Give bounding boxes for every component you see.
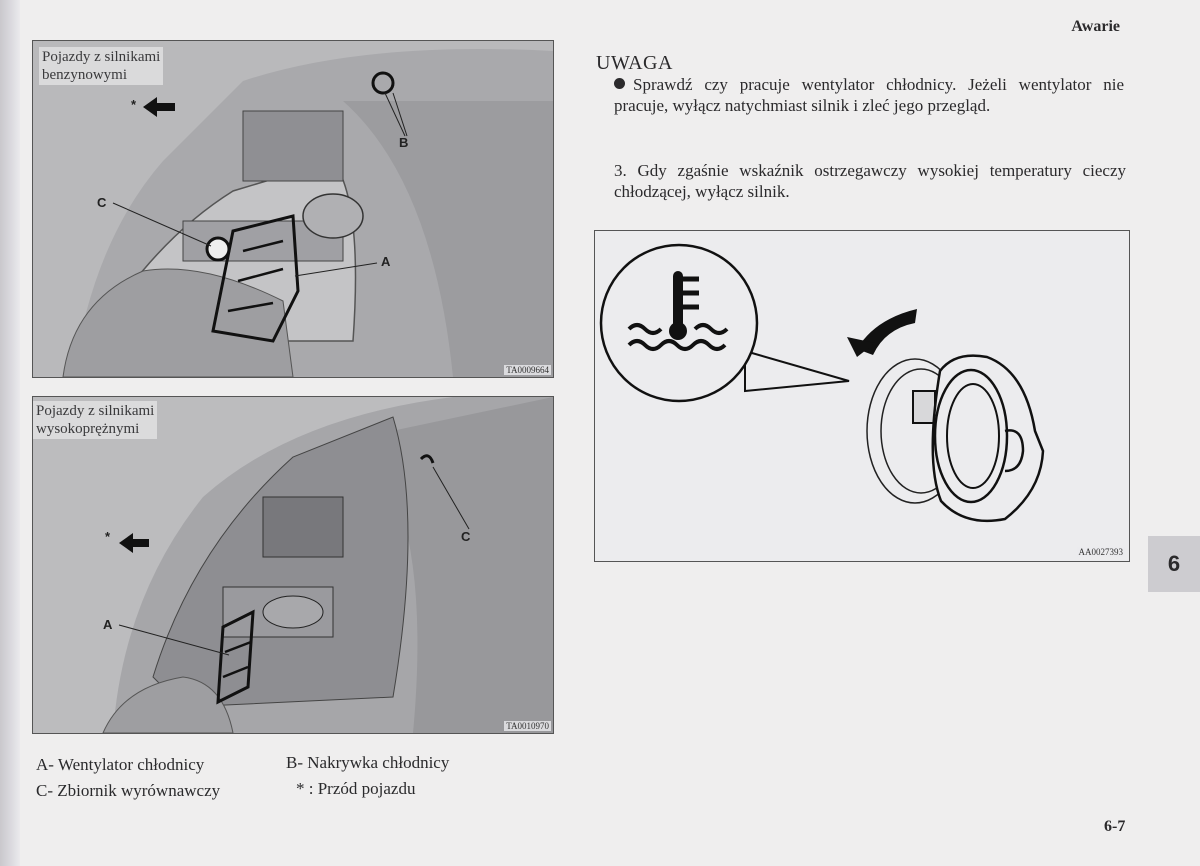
engine-bay-figure-petrol: [32, 40, 554, 378]
notice-title: UWAGA: [596, 52, 673, 74]
radiator-cap-figure: [594, 230, 1130, 562]
engine-bay-figure-diesel: [32, 396, 554, 734]
legend-item-star: * : Przód pojazdu: [296, 779, 416, 798]
section-tab: 6: [1148, 536, 1200, 592]
front-marker-star: *: [105, 529, 111, 544]
callout-c: C: [461, 529, 471, 544]
legend-right: [286, 750, 449, 802]
step-3: 3. Gdy zgaśnie wskaźnik ostrzegawczy wysokiej temperatury cieczy chłodzącej, wyłącz silnik.: [614, 161, 1126, 201]
page-number: 6-7: [1104, 818, 1126, 835]
legend-item-c: C- Zbiornik wyrównawczy: [36, 781, 221, 800]
radiator-cap-illustration: [595, 231, 1129, 561]
callout-a: A: [381, 254, 391, 269]
engine-bay-illustration-diesel: [33, 397, 553, 733]
callout-a: A: [103, 617, 113, 632]
callout-b: B: [399, 135, 409, 150]
bullet-dot-icon: [614, 78, 625, 89]
figure-code: TA0010970: [506, 721, 549, 731]
figure-label-petrol: Pojazdy z silnikami benzynowymi: [39, 47, 163, 85]
legend-item-a: A- Wentylator chłodnicy: [36, 755, 205, 774]
figure-code: AA0027393: [1078, 547, 1123, 557]
book-binding: [0, 0, 20, 866]
legend-item-b: B- Nakrywka chłodnicy: [286, 753, 450, 772]
engine-bay-illustration-petrol: [33, 41, 553, 377]
section-title: Awarie: [1071, 18, 1120, 35]
figure-label-diesel: Pojazdy z silnikami wysokoprężnymi: [33, 401, 157, 439]
front-marker-star: *: [131, 97, 137, 112]
figure-code: TA0009664: [506, 365, 549, 375]
notice-bullet: Sprawdź czy pracuje wentylator chłodnicy. Jeżeli wentylator nie pracuje, wyłącz natychmiast silnik i zleć jego przegląd.: [614, 75, 1124, 115]
callout-c: C: [97, 195, 107, 210]
legend-left: [36, 752, 220, 804]
